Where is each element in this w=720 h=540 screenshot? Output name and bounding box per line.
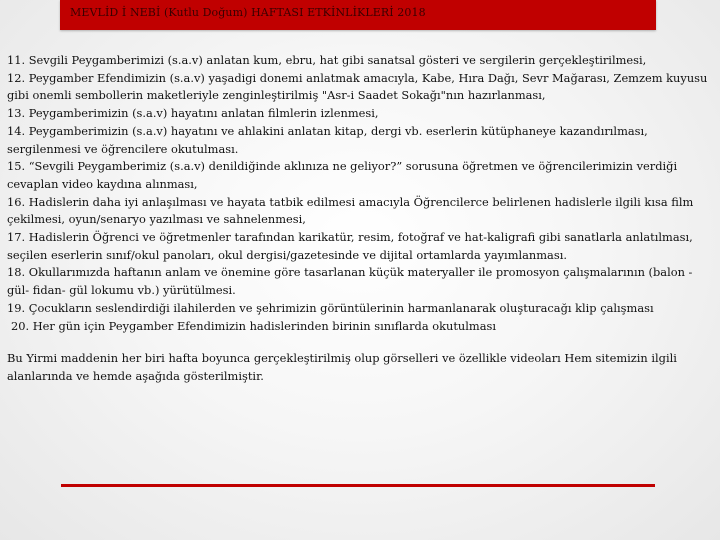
list-item: 12. Peygamber Efendimizin (s.a.v) yaşadigi donemi anlatmak amacıyla, Kabe, Hıra Dağı, Sevr Mağarası, Zemzem kuyusu gibi onemli sembollerin maketleriyle zenginleştirilmiş "Asr-i Saadet Sokağı"nın hazırlanması, [7,70,708,103]
page-title: MEVLİD İ NEBİ (Kutlu Doğum) HAFTASI ETKİNLİKLERİ 2018 [70,6,426,19]
list-item: 16. Hadislerin daha iyi anlaşılması ve hayata tatbik edilmesi amacıyla Öğrencilerce belirlenen hadislerle ilgili kısa film çekilmesi, oyun/senaryo yazılması ve sahnelenmesi, [7,194,694,227]
list-item: 15. “Sevgili Peygamberimiz (s.a.v) denildiğinde aklınıza ne geliyor?” sorusuna öğretmen ve öğrencilerimizin verdiği cevaplan video kaydına alınması, [7,159,678,191]
list-item: 13. Peygamberimizin (s.a.v) hayatını anlatan filmlerin izlenmesi, [7,106,379,121]
list-item: 18. Okullarımızda haftanın anlam ve önemine göre tasarlanan küçük materyaller ile promosyon çalışmalarının (balon - gül- fidan- gül lokumu vb.) yürütülmesi. [7,265,693,298]
closing-paragraph: Bu Yirmi maddenin her biri hafta boyunca gerçekleştirilmiş olup görselleri ve özellikle videoları Hem sitemizin ilgili alanlarında ve hemde aşağıda gösterilmiştir. [7,351,677,384]
list-item: 14. Peygamberimizin (s.a.v) hayatını ve ahlakini anlatan kitap, dergi vb. eserlerin kütüphaneye kazandırılması, sergilenmesi ve öğrencilere okutulması. [7,123,648,156]
list-item: 20. Her gün için Peygamber Efendimizin hadislerinden birinin sınıflarda okutulması [11,318,496,333]
activity-list [7,52,715,335]
bottom-divider [61,484,655,487]
list-item: 17. Hadislerin Öğrenci ve öğretmenler tarafından karikatür, resim, fotoğraf ve hat-kaligrafi gibi sanatlarla anlatılması, seçilen eserlerin sınıf/okul panoları, okul dergisi/gazetesinde ve dijital ortamlarda yayımlanması. [7,230,693,262]
list-item: 19. Çocukların seslendirdiği ilahilerden ve şehrimizin görüntülerinin harmanlanarak oluşturacağı klip çalışması [7,300,654,315]
list-item: 11. Sevgili Peygamberimizi (s.a.v) anlatan kum, ebru, hat gibi sanatsal gösteri ve sergilerin gerçekleştirilmesi, [7,53,647,67]
title-bar [60,0,656,30]
